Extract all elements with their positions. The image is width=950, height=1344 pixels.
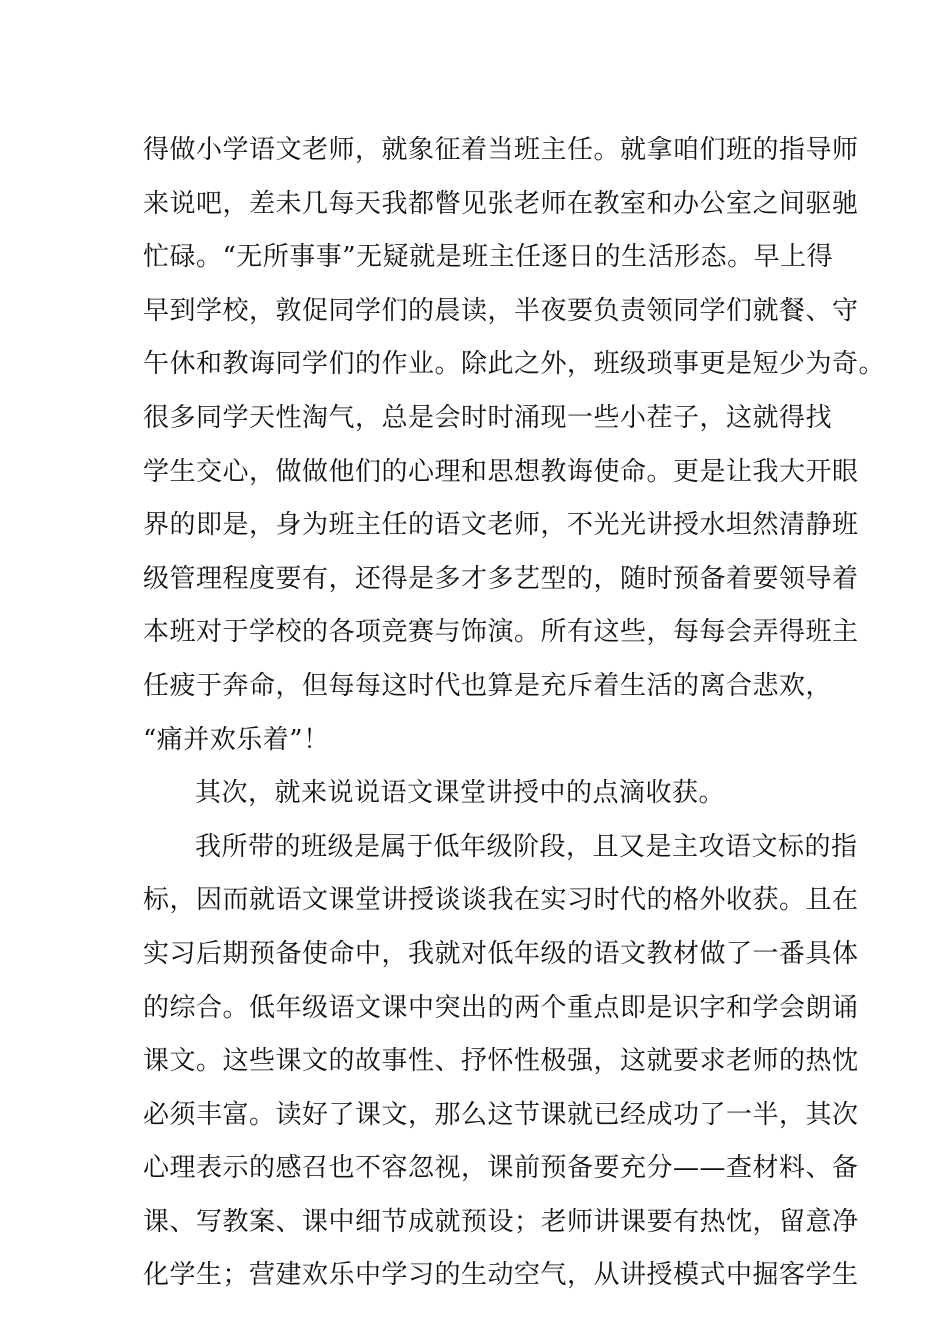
text-line: 必须丰富。读好了课文，那么这节课就已经成功了一半，其次 — [143, 1099, 859, 1130]
text-line: 很多同学天性淘气，总是会时时涌现一些小茬子，这就得找 — [143, 402, 833, 433]
paragraph-start-line: 其次，就来说说语文课堂讲授中的点滴收获。 — [195, 778, 726, 809]
text-line: 来说吧，差未几每天我都瞥见张老师在教室和办公室之间驱驰 — [143, 188, 859, 219]
text-line: 级管理程度要有，还得是多才多艺型的，随时预备着要领导着 — [143, 563, 859, 594]
text-line: “痛并欢乐着”！ — [143, 724, 330, 755]
text-line: 本班对于学校的各项竞赛与饰演。所有这些，每每会弄得班主 — [143, 617, 859, 648]
text-line: 课文。这些课文的故事性、抒怀性极强，这就要求老师的热忱 — [143, 1046, 859, 1077]
text-line: 心理表示的感召也不容忽视，课前预备要充分——查材料、备 — [143, 1153, 859, 1184]
text-line: 午休和教诲同学们的作业。除此之外，班级琐事更是短少为奇。 — [143, 349, 886, 380]
text-line: 得做小学语文老师，就象征着当班主任。就拿咱们班的指导师 — [143, 135, 859, 165]
text-line: 学生交心，做做他们的心理和思想教诲使命。更是让我大开眼 — [143, 456, 859, 487]
text-line: 忙碌。“无所事事”无疑就是班主任逐日的生活形态。早上得 — [143, 242, 834, 273]
text-line: 的综合。低年级语文课中突出的两个重点即是识字和学会朗诵 — [143, 992, 859, 1023]
text-line: 实习后期预备使命中，我就对低年级的语文教材做了一番具体 — [143, 938, 859, 969]
text-line: 课、写教案、课中细节成就预设；老师讲课要有热忱，留意净 — [143, 1206, 859, 1237]
text-line: 标，因而就语文课堂讲授谈谈我在实习时代的格外收获。且在 — [143, 885, 859, 916]
text-line: 任疲于奔命，但每每这时代也算是充斥着生活的离合悲欢， — [143, 670, 833, 701]
text-line: 化学生；营建欢乐中学习的生动空气，从讲授模式中掘客学生 — [143, 1260, 859, 1291]
text-line: 早到学校，敦促同学们的晨读，半夜要负责领同学们就餐、守 — [143, 295, 859, 326]
body-text — [143, 124, 886, 1303]
paragraph-start-line: 我所带的班级是属于低年级阶段，且又是主攻语文标的指 — [195, 831, 858, 862]
text-line: 界的即是，身为班主任的语文老师，不光光讲授水坦然清静班 — [143, 510, 859, 541]
